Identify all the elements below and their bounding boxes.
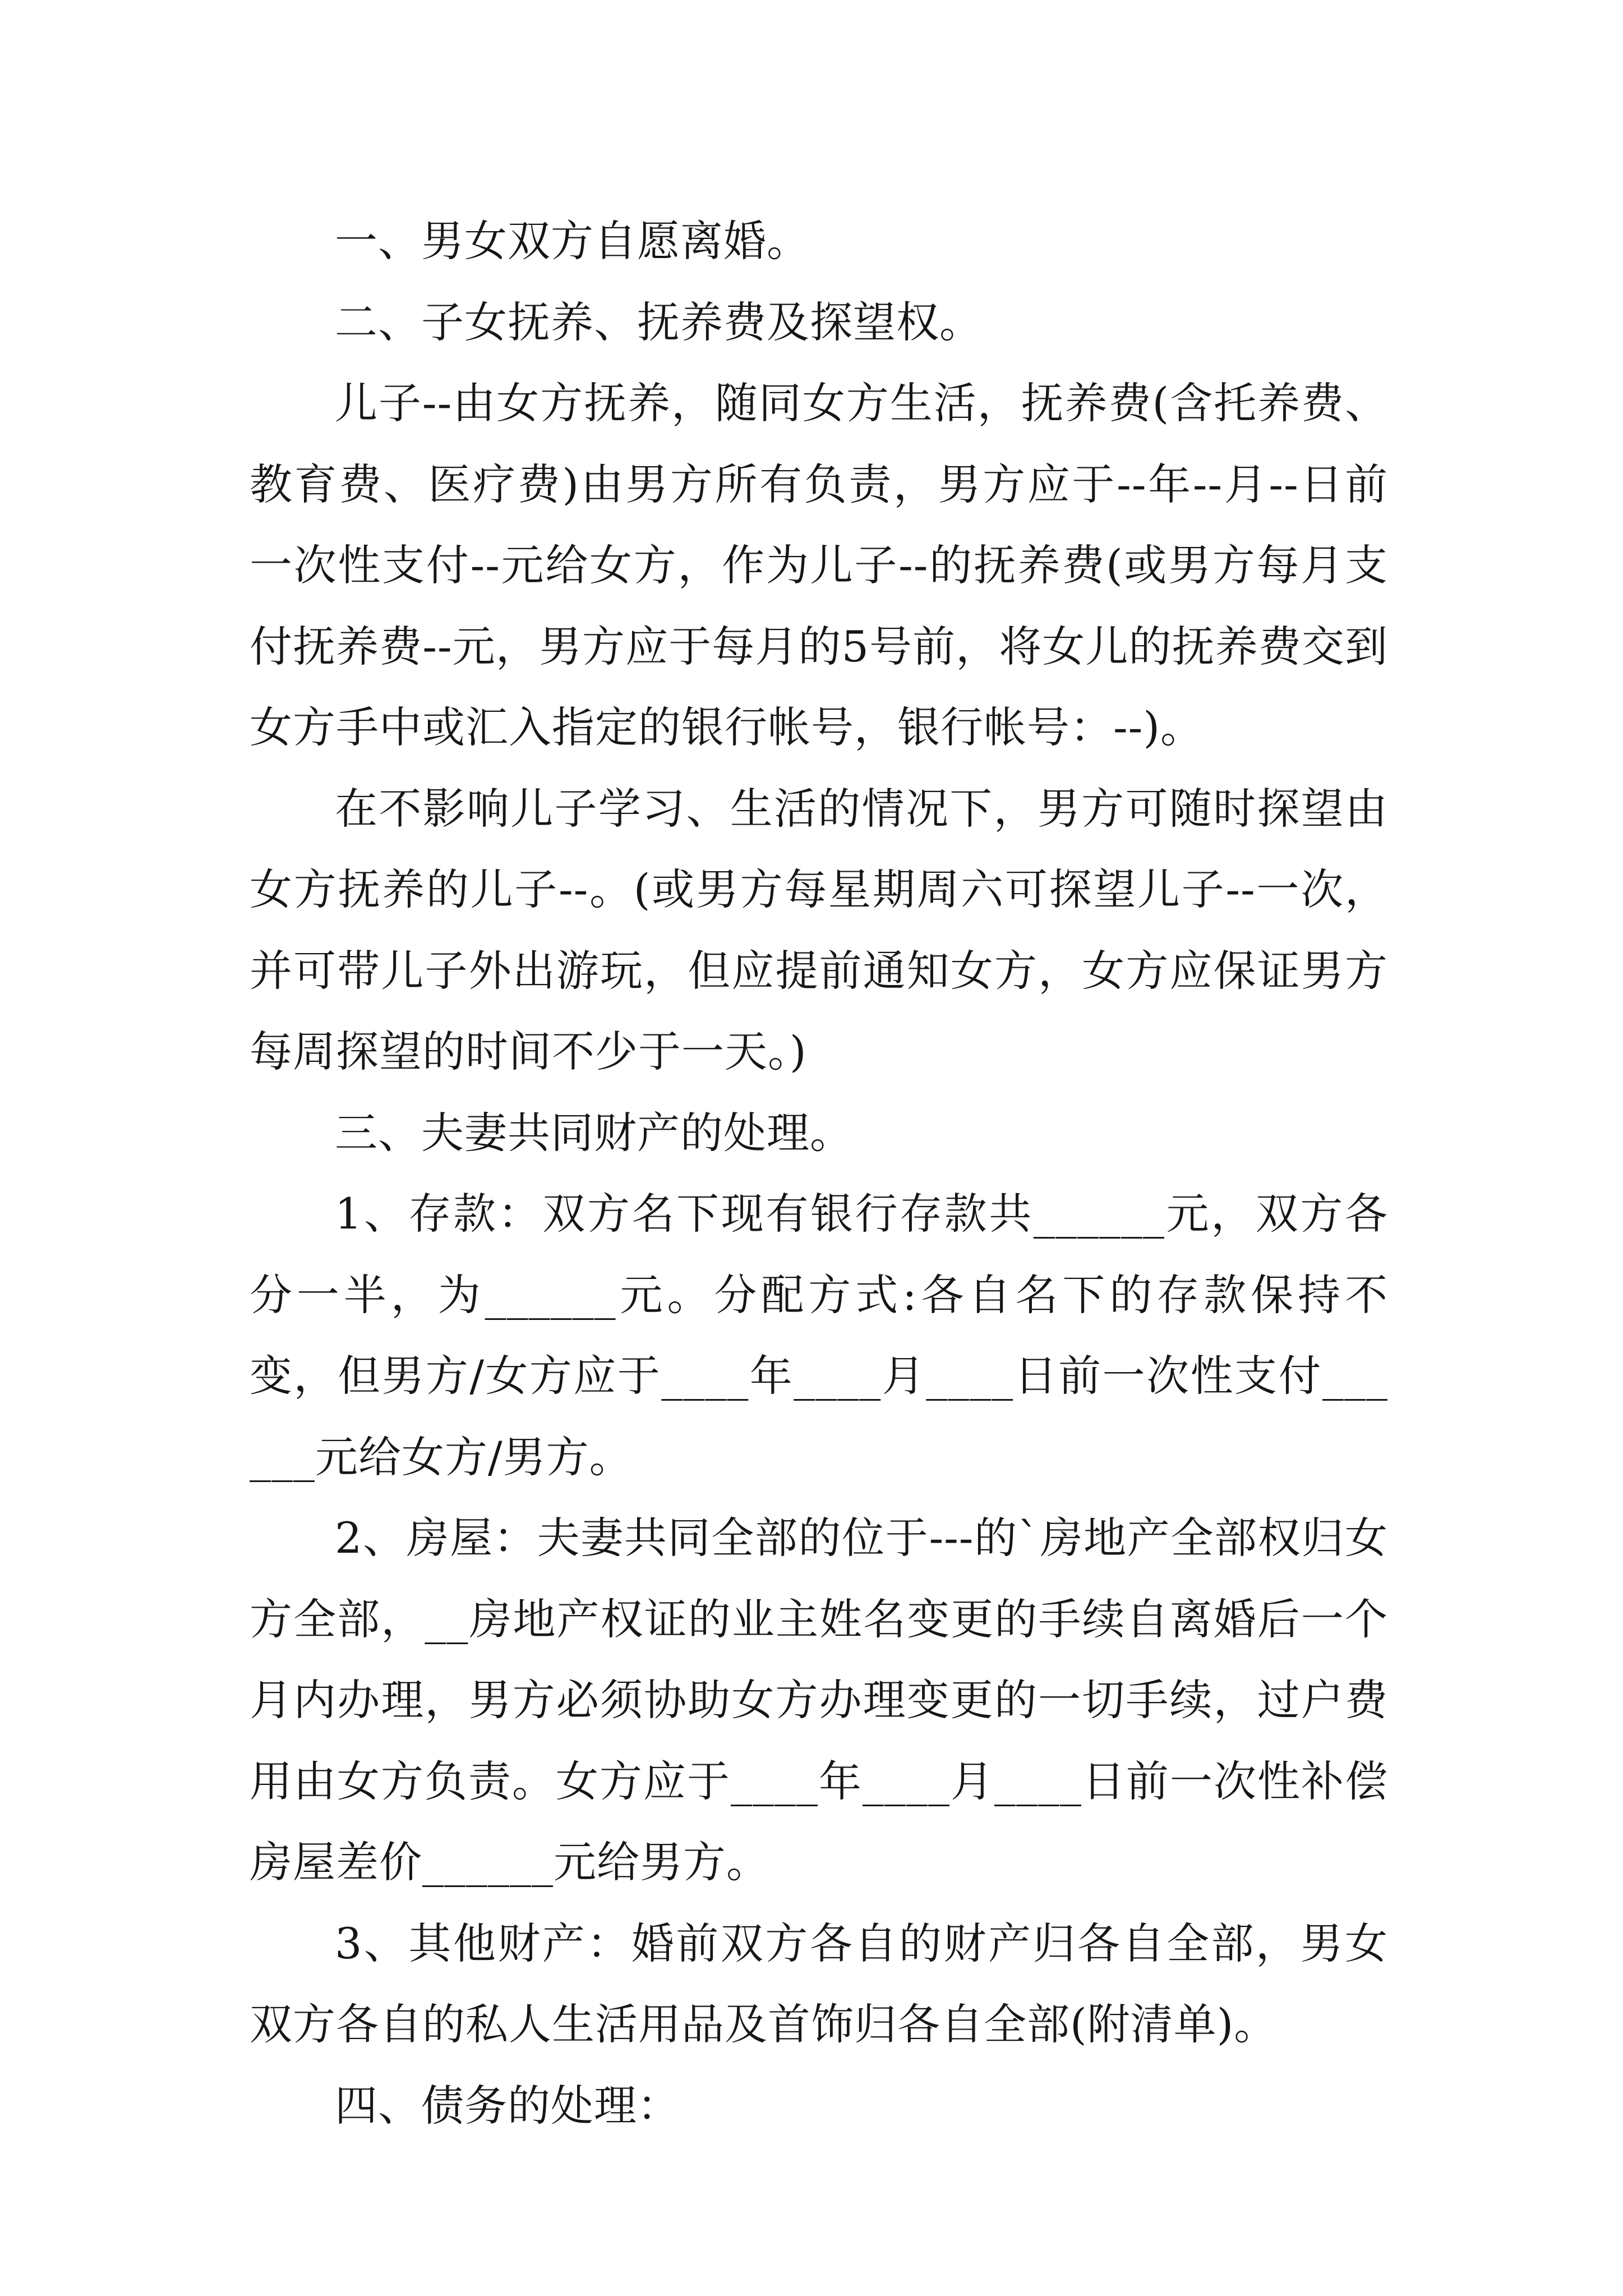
section-heading-joint-property: 三、夫妻共同财产的处理。 — [335, 1107, 853, 1158]
section-heading-debts: 四、债务的处理： — [335, 2080, 680, 2131]
section-heading-divorce: 一、男女双方自愿离婚。 — [335, 216, 810, 266]
paragraph-visitation: 在不影响儿子学习、生活的情况下，男方可随时探望由女方抚养的儿子--。(或男方每星期周六可探望儿子--一次，并可带儿子外出游玩，但应提前通知女方，女方应保证男方每周探望的时间不少于一天。) — [250, 783, 1388, 1076]
document-body — [250, 201, 1388, 2146]
section-heading-child-custody: 二、子女抚养、抚养费及探望权。 — [335, 297, 983, 347]
paragraph-other-property: 3、其他财产：婚前双方各自的财产归各自全部，男女双方各自的私人生活用品及首饰归各自全部(附清单)。 — [250, 1918, 1388, 2049]
paragraph-house: 2、房屋：夫妻共同全部的位于---的`房地产全部权归女方全部，__房地产权证的业主姓名变更的手续自离婚后一个月内办理，男方必须协助女方办理变更的一切手续，过户费用由女方负责。女方应于____年____月____日前一次性补偿房屋差价______元给男方。 — [250, 1513, 1388, 1887]
paragraph-deposits: 1、存款：双方名下现有银行存款共______元，双方各分一半，为______元。分配方式:各自名下的存款保持不变，但男方/女方应于____年____月____日前一次性支付______元给女方/男方。 — [250, 1189, 1388, 1482]
paragraph-child-support: 儿子--由女方抚养，随同女方生活，抚养费(含托养费、教育费、医疗费)由男方所有负责，男方应于--年--月--日前一次性支付--元给女方，作为儿子--的抚养费(或男方每月支付抚养费--元，男方应于每月的5号前，将女儿的抚养费交到女方手中或汇入指定的银行帐号，银行帐号：--)。 — [250, 378, 1388, 752]
